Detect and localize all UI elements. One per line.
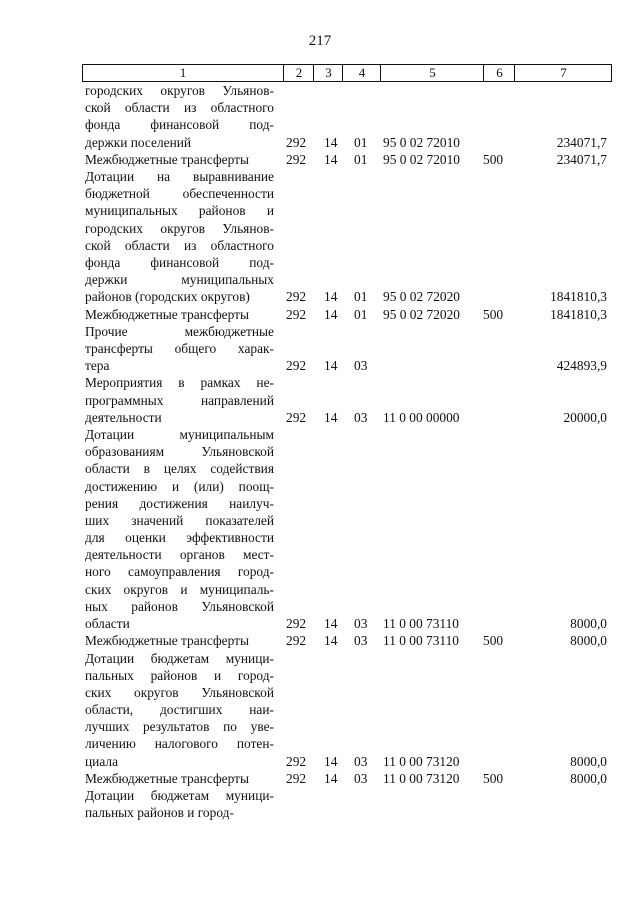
cell-amount: 1841810,3: [550, 289, 607, 305]
cell-name-line: достижению и (или) поощ-: [85, 478, 274, 494]
cell-subsection: 03: [354, 409, 368, 425]
cell-subsection: 01: [354, 151, 368, 167]
table-row: [0, 426, 640, 632]
cell-admin-code: 292: [286, 633, 307, 649]
header-col-5: 5: [380, 65, 484, 81]
header-col-1: 1: [179, 65, 187, 80]
cell-amount: 20000,0: [563, 409, 607, 425]
cell-name-line: ской области из областного: [85, 237, 274, 253]
cell-subsection: 03: [354, 358, 368, 374]
cell-name: [85, 82, 274, 151]
cell-admin-code: 292: [286, 358, 307, 374]
table-row: [0, 374, 640, 426]
cell-name: [85, 632, 274, 649]
table-row: [0, 632, 640, 649]
cell-name-line: личению налогового потен-: [85, 736, 274, 752]
cell-name-line: городских округов Ульянов-: [85, 220, 274, 236]
cell-expense-type: 500: [483, 306, 504, 322]
cell-subsection: 03: [354, 770, 368, 786]
cell-name-line: пальных районов и город-: [85, 667, 274, 683]
cell-section: 14: [324, 616, 338, 632]
cell-name: [85, 650, 274, 770]
cell-section: 14: [324, 770, 338, 786]
cell-target-article: 11 0 00 73110: [383, 633, 460, 649]
cell-admin-code: 292: [286, 770, 307, 786]
cell-name-line: для оценки эффективности: [85, 530, 274, 546]
cell-name-line: Прочие межбюджетные: [85, 323, 274, 339]
table-row: [0, 306, 640, 323]
cell-name: [85, 426, 274, 632]
cell-section: 14: [324, 151, 338, 167]
cell-name: [85, 770, 274, 787]
cell-name-line: образованиям Ульяновской: [85, 444, 274, 460]
cell-name-line: циала: [85, 753, 119, 769]
cell-admin-code: 292: [286, 151, 307, 167]
cell-expense-type: 500: [483, 151, 504, 167]
cell-admin-code: 292: [286, 616, 307, 632]
cell-subsection: 03: [354, 633, 368, 649]
header-col-2: 2: [283, 65, 314, 81]
cell-name-line: Дотации бюджетам муници-: [85, 650, 274, 666]
table-row: [0, 168, 640, 306]
cell-target-article: 11 0 00 73120: [383, 753, 460, 769]
cell-subsection: 01: [354, 134, 368, 150]
cell-name-line: фонда финансовой под-: [85, 117, 274, 133]
cell-name-line: Межбюджетные трансферты: [85, 770, 249, 786]
cell-amount: 8000,0: [570, 753, 607, 769]
cell-name-line: Межбюджетные трансферты: [85, 151, 249, 167]
cell-name: [85, 787, 274, 821]
cell-name-line: Межбюджетные трансферты: [85, 306, 249, 322]
cell-target-article: 11 0 00 00000: [383, 409, 460, 425]
cell-name: [85, 168, 274, 306]
cell-admin-code: 292: [286, 306, 307, 322]
table-row: [0, 151, 640, 168]
cell-section: 14: [324, 306, 338, 322]
cell-name: [85, 151, 274, 168]
cell-name-line: держки муниципальных: [85, 272, 274, 288]
cell-subsection: 01: [354, 289, 368, 305]
cell-name-line: рения достижения наилуч-: [85, 495, 274, 511]
cell-expense-type: 500: [483, 633, 504, 649]
table-row: [0, 323, 640, 375]
table-header: [82, 64, 612, 82]
cell-name-line: области в целях содействия: [85, 461, 274, 477]
cell-name-line: пальных районов и город-: [85, 805, 234, 821]
cell-name-line: Межбюджетные трансферты: [85, 633, 249, 649]
cell-amount: 424893,9: [556, 358, 607, 374]
cell-name-line: ных районов Ульяновской: [85, 598, 274, 614]
cell-admin-code: 292: [286, 753, 307, 769]
cell-target-article: 95 0 02 72010: [383, 134, 460, 150]
cell-name-line: Мероприятия в рамках не-: [85, 375, 274, 391]
cell-name-line: деятельности органов мест-: [85, 547, 274, 563]
cell-expense-type: 500: [483, 770, 504, 786]
header-col-7: 7: [514, 65, 612, 81]
cell-amount: 234071,7: [556, 151, 607, 167]
cell-section: 14: [324, 358, 338, 374]
cell-name-line: области, достигших наи-: [85, 702, 274, 718]
cell-target-article: 95 0 02 72010: [383, 151, 460, 167]
cell-subsection: 03: [354, 616, 368, 632]
page-number: 217: [308, 33, 332, 49]
cell-admin-code: 292: [286, 134, 307, 150]
cell-target-article: 95 0 02 72020: [383, 289, 460, 305]
cell-name: [85, 323, 274, 375]
cell-amount: [515, 804, 607, 821]
cell-name-line: лучших результатов по уве-: [85, 719, 274, 735]
cell-name-line: ного самоуправления город-: [85, 564, 274, 580]
cell-section: 14: [324, 409, 338, 425]
cell-name-line: деятельности: [85, 409, 162, 425]
cell-name-line: ских округов и муниципаль-: [85, 581, 274, 597]
cell-name-line: области: [85, 616, 130, 632]
cell-name-line: ских округов Ульяновской: [85, 684, 274, 700]
cell-name-line: тера: [85, 358, 110, 374]
cell-name-line: Дотации бюджетам муници-: [85, 788, 274, 804]
cell-subsection: 03: [354, 753, 368, 769]
cell-amount: 8000,0: [570, 616, 607, 632]
table-row: [0, 770, 640, 787]
cell-name-line: Дотации на выравнивание: [85, 168, 274, 184]
cell-name-line: фонда финансовой под-: [85, 254, 274, 270]
cell-name-line: Дотации муниципальным: [85, 426, 274, 442]
cell-subsection: 01: [354, 306, 368, 322]
cell-admin-code: 292: [286, 409, 307, 425]
cell-amount: 8000,0: [570, 770, 607, 786]
cell-name-line: программных направлений: [85, 392, 274, 408]
table-row: [0, 82, 640, 151]
header-col-4: 4: [342, 65, 381, 81]
header-col-3: 3: [313, 65, 343, 81]
cell-name-line: муниципальных районов и: [85, 203, 274, 219]
header-col-6: 6: [483, 65, 515, 81]
cell-target-article: 11 0 00 73120: [383, 770, 460, 786]
cell-amount: 8000,0: [570, 633, 607, 649]
table-body: [0, 82, 640, 822]
cell-target-article: 95 0 02 72020: [383, 306, 460, 322]
cell-name: [85, 306, 274, 323]
cell-name-line: трансферты общего харак-: [85, 340, 274, 356]
cell-section: 14: [324, 633, 338, 649]
cell-name-line: держки поселений: [85, 134, 192, 150]
cell-name-line: ших значений показателей: [85, 512, 274, 528]
cell-section: 14: [324, 753, 338, 769]
cell-name-line: ской области из областного: [85, 100, 274, 116]
cell-amount: 1841810,3: [550, 306, 607, 322]
cell-admin-code: 292: [286, 289, 307, 305]
cell-name-line: районов (городских округов): [85, 289, 250, 305]
cell-amount: 234071,7: [556, 134, 607, 150]
cell-name-line: бюджетной обеспеченности: [85, 186, 274, 202]
table-row: [0, 787, 640, 821]
cell-section: 14: [324, 134, 338, 150]
cell-name: [85, 374, 274, 426]
cell-name-line: городских округов Ульянов-: [85, 83, 274, 98]
cell-section: 14: [324, 289, 338, 305]
table-row: [0, 650, 640, 770]
cell-target-article: 11 0 00 73110: [383, 616, 460, 632]
